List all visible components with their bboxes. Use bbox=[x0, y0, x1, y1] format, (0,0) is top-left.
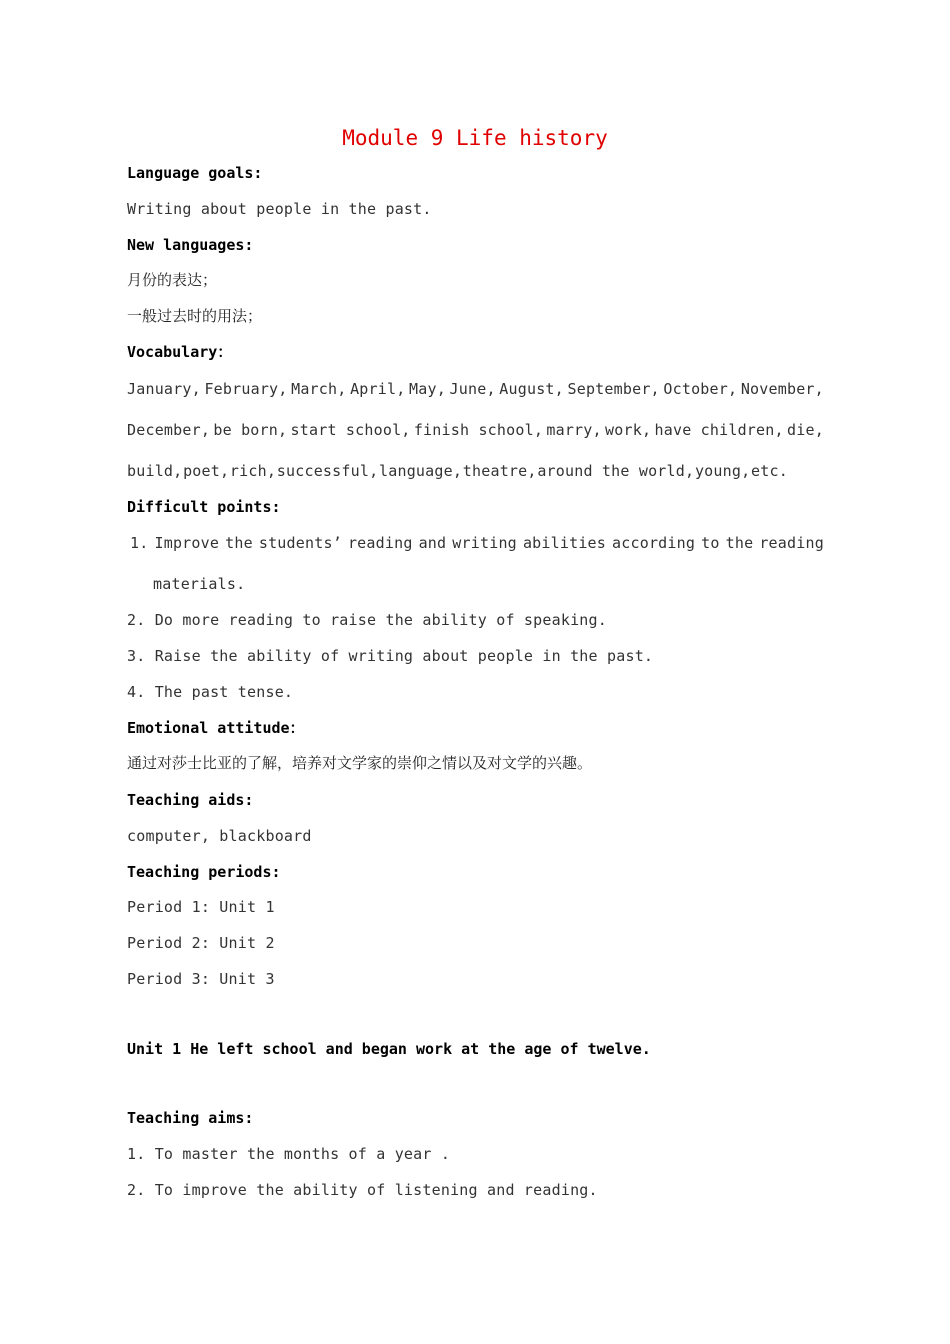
teaching-aims-heading: Teaching aims: bbox=[127, 1109, 254, 1127]
teaching-period-item: Period 1: Unit 1 bbox=[127, 898, 275, 916]
teaching-aids-heading: Teaching aids: bbox=[127, 791, 254, 809]
vocabulary-word: May, bbox=[409, 380, 446, 398]
vocabulary-word: be born, bbox=[213, 421, 288, 439]
vocabulary-word: March, bbox=[291, 380, 347, 398]
word: Improve bbox=[154, 534, 220, 552]
new-languages-item: 月份的表达； bbox=[127, 271, 218, 289]
emotional-attitude-heading: Emotional attitude： bbox=[127, 719, 305, 737]
vocabulary-word: around the world, bbox=[537, 462, 695, 480]
new-languages-heading: New languages: bbox=[127, 236, 254, 254]
vocabulary-word: marry, bbox=[546, 421, 602, 439]
vocabulary-word: November, bbox=[740, 380, 824, 398]
vocabulary-word: build, bbox=[127, 462, 183, 480]
emotional-attitude-text: 通过对莎士比亚的了解，培养对文学家的崇仰之情以及对文学的兴趣。 bbox=[127, 754, 593, 772]
word: abilities bbox=[522, 534, 607, 552]
word: the bbox=[225, 534, 253, 552]
vocabulary-word: etc. bbox=[751, 462, 788, 480]
word: students’ bbox=[258, 534, 342, 552]
word: according bbox=[612, 534, 696, 552]
vocabulary-word: language, bbox=[379, 462, 463, 480]
difficult-points-heading: Difficult points: bbox=[127, 498, 281, 516]
teaching-aids-text: computer, blackboard bbox=[127, 827, 312, 845]
word: and bbox=[418, 534, 447, 552]
vocabulary-line bbox=[127, 420, 824, 440]
word: writing bbox=[452, 534, 517, 552]
teaching-period-item: Period 3: Unit 3 bbox=[127, 970, 275, 988]
vocabulary-word: theatre, bbox=[462, 462, 537, 480]
difficult-point-item bbox=[130, 533, 824, 553]
word: to bbox=[701, 534, 720, 552]
vocabulary-word: rich, bbox=[229, 462, 277, 480]
difficult-point-item: 3. Raise the ability of writing about people in the past. bbox=[127, 647, 654, 665]
new-languages-item: 一般过去时的用法； bbox=[127, 307, 263, 325]
vocabulary-word: successful, bbox=[276, 462, 379, 480]
vocabulary-word: September, bbox=[567, 380, 660, 398]
difficult-point-continuation: materials. bbox=[153, 575, 246, 593]
page-title: Module 9 Life history bbox=[342, 126, 608, 150]
vocabulary-word: finish school, bbox=[413, 421, 544, 439]
vocabulary-heading: Vocabulary： bbox=[127, 343, 233, 361]
vocabulary-word: February, bbox=[204, 380, 288, 398]
vocabulary-word: January, bbox=[127, 380, 201, 398]
language-goals-heading: Language goals: bbox=[127, 164, 263, 182]
vocabulary-word: young, bbox=[694, 462, 751, 480]
vocabulary-word: die, bbox=[787, 421, 824, 439]
difficult-point-item: 4. The past tense. bbox=[127, 683, 294, 701]
language-goals-text: Writing about people in the past. bbox=[127, 200, 432, 218]
teaching-aim-item: 1. To master the months of a year . bbox=[127, 1145, 451, 1163]
vocabulary-word: start school, bbox=[290, 421, 411, 439]
vocabulary-word: poet, bbox=[183, 462, 230, 480]
vocabulary-word: October, bbox=[663, 380, 738, 398]
vocabulary-word: August, bbox=[499, 380, 564, 398]
vocabulary-line bbox=[127, 379, 824, 399]
word: reading bbox=[347, 534, 413, 552]
difficult-point-item: 2. Do more reading to raise the ability of speaking. bbox=[127, 611, 607, 629]
vocabulary-word: December, bbox=[127, 421, 211, 439]
word: the bbox=[725, 534, 754, 552]
teaching-aim-item: 2. To improve the ability of listening and reading. bbox=[127, 1181, 598, 1199]
teaching-period-item: Period 2: Unit 2 bbox=[127, 934, 275, 952]
teaching-periods-heading: Teaching periods: bbox=[127, 863, 281, 881]
vocabulary-word: April, bbox=[350, 380, 406, 398]
vocabulary-word: work, bbox=[605, 421, 652, 439]
word: reading bbox=[759, 534, 824, 552]
vocabulary-line bbox=[127, 461, 788, 481]
unit-heading: Unit 1 He left school and began work at the age of twelve. bbox=[127, 1040, 651, 1058]
list-number: 1. bbox=[130, 534, 149, 552]
vocabulary-word: have children, bbox=[654, 421, 784, 439]
vocabulary-word: June, bbox=[449, 380, 496, 398]
